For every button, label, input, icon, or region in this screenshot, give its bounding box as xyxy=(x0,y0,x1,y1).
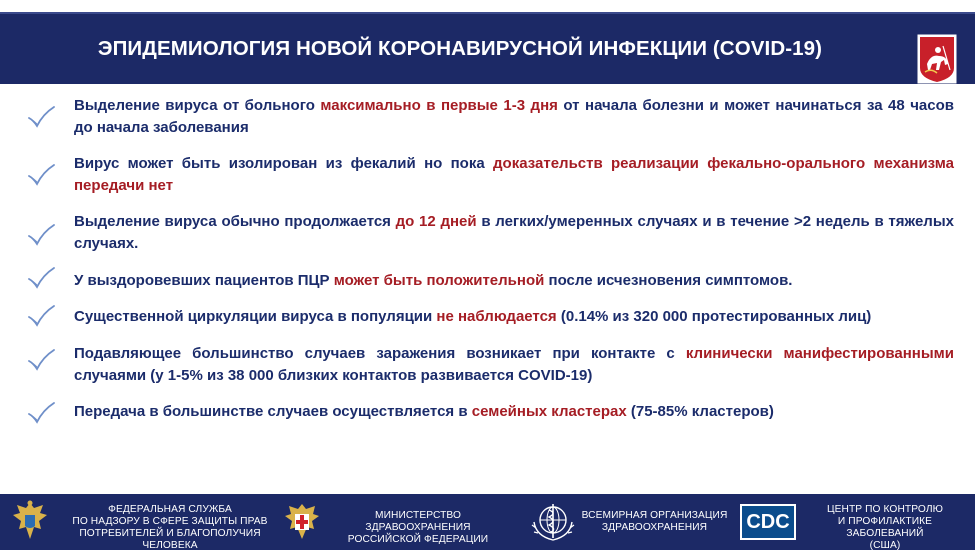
who-line1: ВСЕМИРНАЯ ОРГАНИЗАЦИЯ xyxy=(581,510,728,521)
cdc-line3: (США) xyxy=(869,540,901,551)
item-text xyxy=(74,270,954,292)
body-text: (0.14% из 320 000 протестированных лиц) xyxy=(556,308,872,325)
minzdrav-text xyxy=(323,510,513,546)
rospotrebnadzor-line1: ФЕДЕРАЛЬНАЯ СЛУЖБА xyxy=(108,504,232,515)
body-text: (75-85% кластеров) xyxy=(626,403,774,420)
highlight-text: не наблюдается xyxy=(436,308,557,325)
highlight-text: семейных кластерах xyxy=(471,403,627,420)
cdc-line1: ЦЕНТР ПО КОНТРОЛЮ xyxy=(827,504,943,515)
highlight-text: клинически манифестированными xyxy=(685,345,954,362)
checkmark-icon xyxy=(26,348,56,372)
rospotrebnadzor-line3: ПОТРЕБИТЕЛЕЙ И БЛАГОПОЛУЧИЯ ЧЕЛОВЕКА xyxy=(79,528,261,551)
footer-bar xyxy=(0,494,975,550)
highlight-text: доказательств реализации фекально-орального механизма передачи нет xyxy=(74,155,955,194)
body-text: от начала болезни и может начинаться за 48 часов до начала заболевания xyxy=(74,97,954,136)
minzdrav-line1: МИНИСТЕРСТВО ЗДРАВООХРАНЕНИЯ xyxy=(365,510,471,533)
item-text xyxy=(74,211,954,255)
header-bar xyxy=(0,12,975,84)
body-text: Подавляющее большинство случаев заражения возникает при контакте с xyxy=(74,345,686,362)
rospotrebnadzor-eagle-icon xyxy=(10,499,50,545)
who-emblem-icon xyxy=(530,500,576,544)
rospotrebnadzor-text xyxy=(60,504,280,552)
checkmark-icon xyxy=(26,105,56,129)
slide-title: ЭПИДЕМИОЛОГИЯ НОВОЙ КОРОНАВИРУСНОЙ ИНФЕКЦИИ (COVID-19) xyxy=(97,37,823,60)
item-text xyxy=(74,153,954,197)
body-text: Выделение вируса обычно продолжается xyxy=(74,213,396,230)
checkmark-icon xyxy=(26,304,56,328)
highlight-text: максимально в первые 1-3 дня xyxy=(320,97,558,114)
body-text: случаями (у 1-5% из 38 000 близких контактов развивается COVID-19) xyxy=(74,367,593,384)
item-text xyxy=(74,306,954,328)
item-text xyxy=(74,95,954,139)
item-text xyxy=(74,343,954,387)
highlight-text: может быть положительной xyxy=(333,272,545,289)
body-text: Существенной циркуляции вируса в популяции xyxy=(74,308,437,325)
who-text xyxy=(572,510,737,534)
cdc-line2: И ПРОФИЛАКТИКЕ ЗАБОЛЕВАНИЙ xyxy=(837,516,933,539)
highlight-text: до 12 дней xyxy=(395,213,477,230)
body-text: Выделение вируса от больного xyxy=(74,97,321,114)
body-text: Вирус может быть изолирован из фекалий но пока xyxy=(74,155,494,172)
cdc-text xyxy=(800,504,970,552)
body-text: У выздоровевших пациентов ПЦР xyxy=(74,272,334,289)
item-text xyxy=(74,401,954,423)
ministry-of-health-emblem-icon xyxy=(283,501,321,543)
checkmark-icon xyxy=(26,223,56,247)
moscow-coat-of-arms-icon xyxy=(917,34,957,84)
minzdrav-line2: РОССИЙСКОЙ ФЕДЕРАЦИИ xyxy=(347,534,489,545)
cdc-logo-text: CDC xyxy=(742,506,794,538)
cdc-logo-icon xyxy=(740,504,796,540)
body-text: в легких/умеренных случаях и в течение >2 недель в тяжелых случаях. xyxy=(74,213,954,252)
checkmark-icon xyxy=(26,401,56,425)
checkmark-icon xyxy=(26,163,56,187)
body-text: Передача в большинстве случаев осуществляется в xyxy=(74,403,472,420)
who-line2: ЗДРАВООХРАНЕНИЯ xyxy=(601,522,708,533)
body-text: после исчезновения симптомов. xyxy=(544,272,793,289)
rospotrebnadzor-line2: ПО НАДЗОРУ В СФЕРЕ ЗАЩИТЫ ПРАВ xyxy=(72,516,268,527)
checkmark-icon xyxy=(26,266,56,290)
